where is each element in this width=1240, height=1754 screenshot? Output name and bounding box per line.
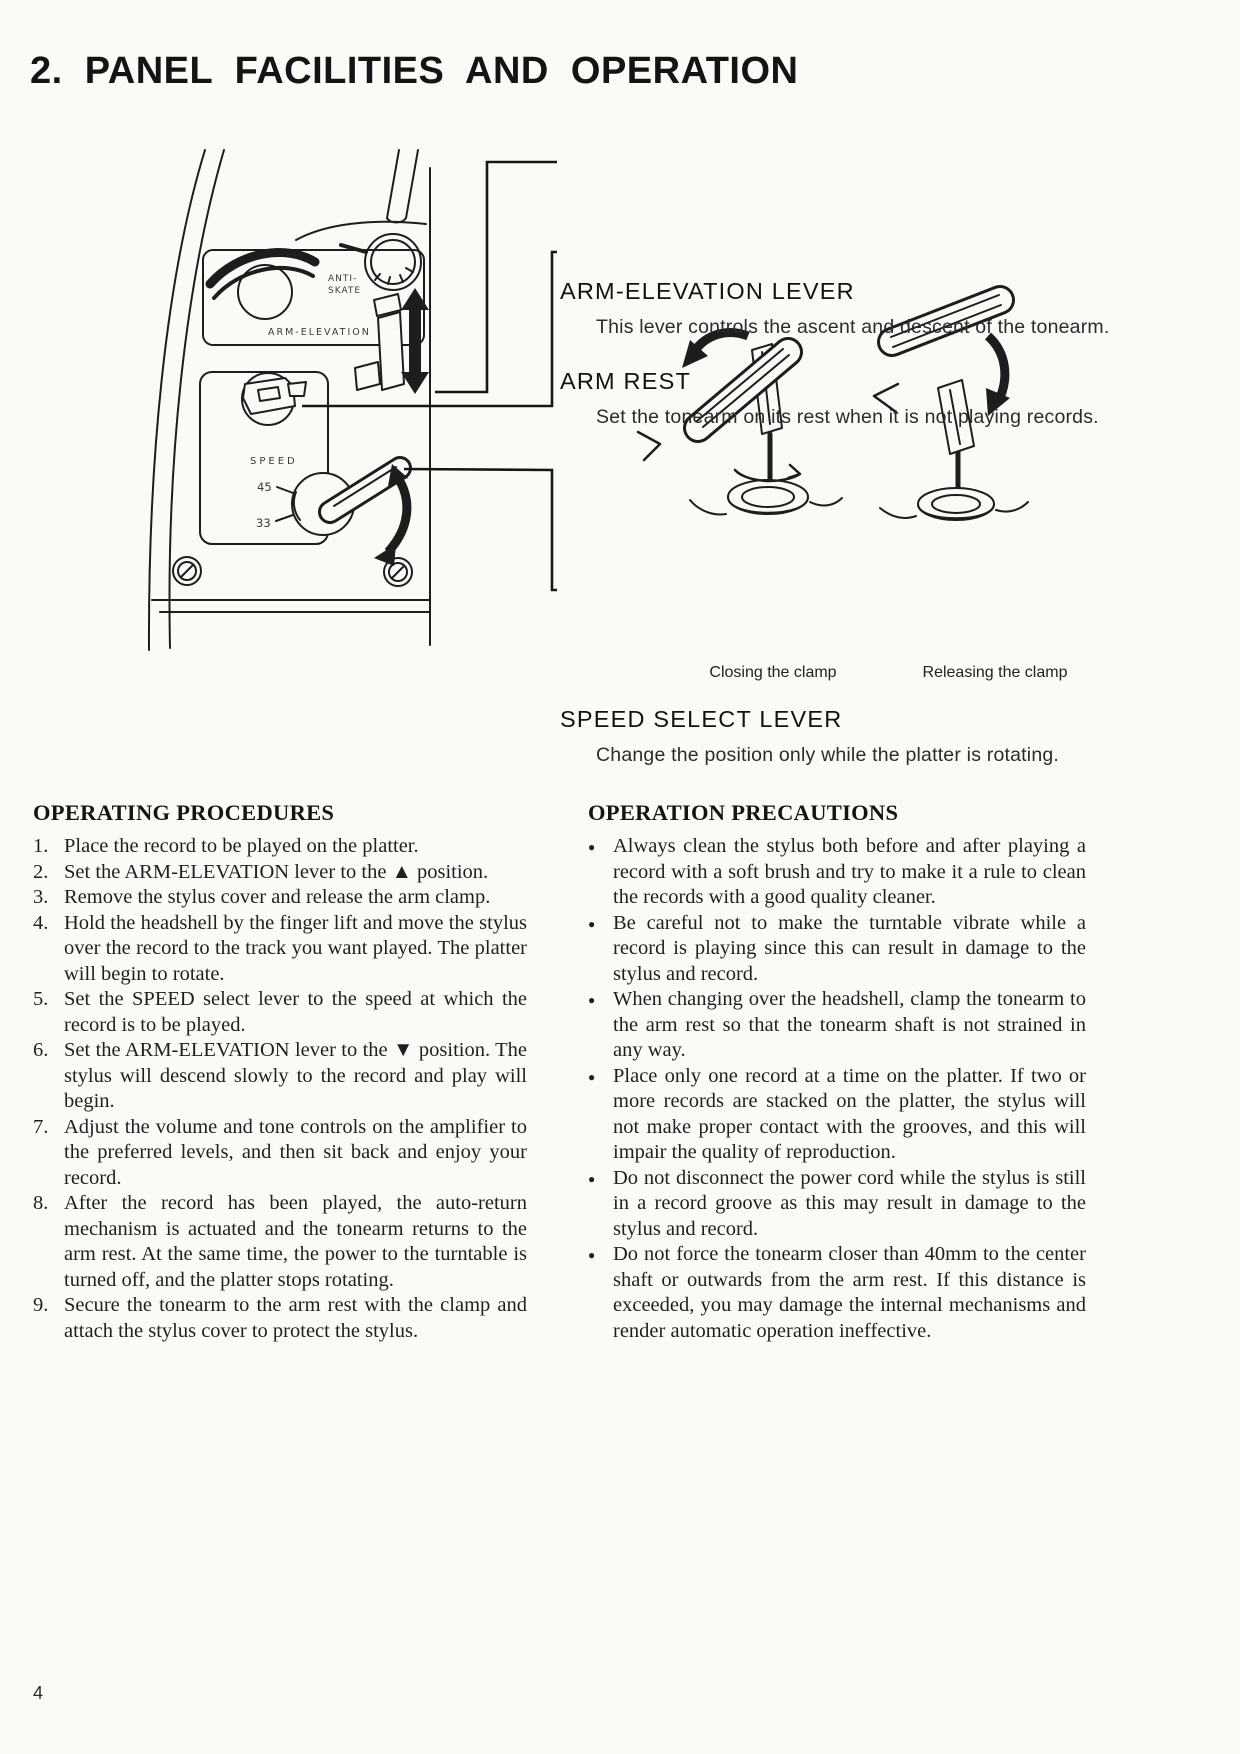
item-text: When changing over the headshell, clamp the tonearm to the arm rest so that the tonearm shaft is not strained in any way. — [613, 988, 1086, 1061]
precaution-item — [588, 1064, 1086, 1166]
item-text: Set the ARM-ELEVATION lever to the ▼ position. The stylus will descend slowly to the record and play will begin. — [64, 1039, 527, 1112]
speed-label: SPEED — [250, 456, 298, 467]
item-number: 7. — [33, 1115, 49, 1138]
procedure-item — [33, 987, 527, 1038]
item-text: Remove the stylus cover and release the arm clamp. — [64, 886, 491, 908]
item-text: Adjust the volume and tone controls on the amplifier to the preferred levels, and then sit back and enjoy your record. — [64, 1115, 527, 1189]
item-number: 2. — [33, 860, 49, 883]
callout-arm-rest-description: Set the tonearm on its rest when it is not playing records. — [596, 406, 1099, 428]
callout-arm-elevation-lever-label: ARM-ELEVATION LEVER — [560, 278, 855, 304]
speed-45-label: 45 — [257, 480, 272, 494]
callout-speed-select-lever-label: SPEED SELECT LEVER — [560, 706, 843, 732]
item-number: 5. — [33, 988, 49, 1010]
anti-skate-label-line2: SKATE — [328, 286, 362, 296]
item-text: Always clean the stylus both before and after playing a record with a soft brush and try to make it a rule to clean the records with a good quality cleaner. — [613, 835, 1086, 908]
precaution-item — [588, 1242, 1086, 1344]
operating-procedures-heading: OPERATING PROCEDURES — [33, 800, 335, 825]
precaution-item — [588, 911, 1086, 988]
arm-clamp-drawing — [242, 373, 306, 425]
item-text: Be careful not to make the turntable vibrate while a record is playing since this can result in damage to the stylus and record. — [613, 911, 1086, 985]
operation-precautions-section — [588, 800, 1086, 1344]
arm-elevation-label: ARM-ELEVATION — [268, 327, 371, 338]
item-text: Place the record to be played on the platter. — [64, 835, 419, 857]
bullet-icon: ● — [588, 1069, 596, 1084]
panel-screws-drawing — [173, 557, 412, 586]
callout-arm-elevation-lever-description: This lever controls the ascent and descent of the tonearm. — [596, 316, 1110, 338]
procedure-item — [33, 1293, 527, 1344]
precaution-item — [588, 1166, 1086, 1243]
releasing-clamp-caption: Releasing the clamp — [922, 664, 1068, 681]
anti-skate-label-line1: ANTI- — [328, 274, 358, 284]
item-number: 9. — [33, 1294, 49, 1316]
plinth-edge-drawing — [149, 150, 224, 650]
anti-skate-dial-drawing — [328, 234, 421, 296]
panel-facilities-illustration — [0, 130, 1240, 660]
item-text: Do not disconnect the power cord while the stylus is still in a record groove as this may result in damage to the stylus and record. — [613, 1166, 1086, 1240]
item-number: 3. — [33, 886, 49, 908]
callout-speed-select-lever-description: Change the position only while the platter is rotating. — [596, 744, 1060, 766]
procedure-item — [33, 1038, 527, 1115]
bullet-icon: ● — [588, 840, 596, 854]
operation-precautions-heading: OPERATION PRECAUTIONS — [588, 800, 899, 825]
bullet-icon: ● — [588, 1171, 596, 1186]
procedure-item — [33, 885, 527, 911]
item-number: 1. — [33, 835, 49, 857]
up-down-arrow-icon — [401, 288, 429, 394]
bullet-icon: ● — [588, 993, 596, 1007]
item-text: Place only one record at a time on the platter. If two or more records are stacked on the platter, the stylus will not make proper contact with the grooves, and this will impair the quality of reproduction. — [613, 1064, 1086, 1163]
arm-elevation-lever-drawing — [268, 288, 429, 394]
item-number: 4. — [33, 911, 49, 934]
page-title: 2. PANEL FACILITIES AND OPERATION — [30, 50, 799, 92]
item-text: Set the ARM-ELEVATION lever to the ▲ position. — [64, 860, 489, 883]
precaution-item — [588, 834, 1086, 911]
bullet-icon: ● — [588, 1248, 596, 1262]
closing-clamp-caption: Closing the clamp — [709, 664, 837, 681]
item-text: Do not force the tonearm closer than 40mm to the center shaft or outwards from the arm rest. If this distance is exceeded, you may damage the internal mechanisms and render automatic operation ineffective. — [613, 1243, 1086, 1342]
item-text: Set the SPEED select lever to the speed at which the record is to be played. — [64, 988, 527, 1036]
callout-arm-rest-label: ARM REST — [560, 368, 692, 394]
item-number: 8. — [33, 1192, 49, 1214]
procedure-item — [33, 911, 527, 988]
precaution-item — [588, 987, 1086, 1064]
item-text: Hold the headshell by the finger lift and move the stylus over the record to the track you want played. The platter will begin to rotate. — [64, 911, 527, 985]
operating-procedures-section — [33, 800, 527, 1344]
bullet-icon: ● — [588, 916, 596, 931]
item-number: 6. — [33, 1039, 49, 1061]
item-text: Secure the tonearm to the arm rest with the clamp and attach the stylus cover to protect the stylus. — [64, 1294, 527, 1342]
arm-rest-drawing — [210, 253, 315, 319]
procedure-item — [33, 1115, 527, 1192]
procedure-item — [33, 860, 527, 886]
procedure-item — [33, 1191, 527, 1293]
procedure-item — [33, 834, 527, 860]
speed-33-label: 33 — [256, 516, 271, 530]
page-number: 4 — [33, 1683, 44, 1703]
item-text: After the record has been played, the auto-return mechanism is actuated and the tonearm returns to the arm rest. At the same time, the power to the turntable is turned off, and the platter stops rotating. — [64, 1192, 527, 1291]
